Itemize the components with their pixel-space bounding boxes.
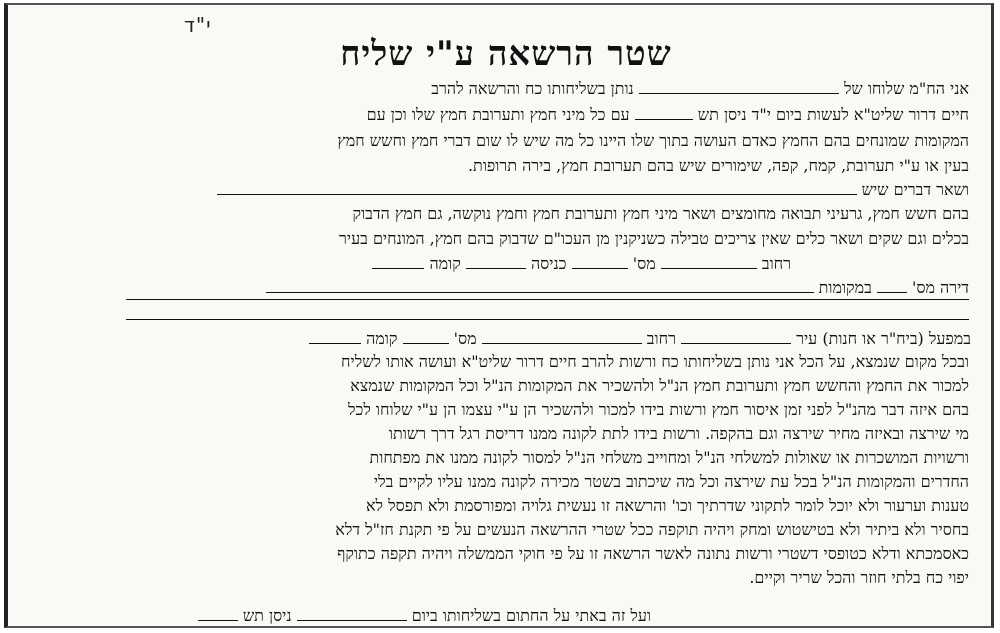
p1-l5: ושאר דברים שיש bbox=[861, 180, 969, 199]
p3-line-8: בחסיר ולא ביתיר ולא בטישטוש ומחק ויהיה תוקפה ככל שטרי ההרשאה הנעשים על פי תקנת חז"ל דלא bbox=[335, 520, 969, 539]
p1-address-line bbox=[372, 254, 791, 276]
blank-places[interactable] bbox=[266, 278, 814, 293]
label-street: רחוב bbox=[761, 254, 791, 273]
blank-entrance[interactable] bbox=[466, 254, 526, 269]
blank-line-1[interactable] bbox=[126, 299, 969, 300]
p2-label-floor: קומה bbox=[366, 329, 398, 348]
blank-p2-floor[interactable] bbox=[309, 329, 361, 344]
blank-line-2[interactable] bbox=[126, 319, 969, 320]
p3-line-7: טענות וערעור ולא יוכל לומר לתקוני שדרתיך וכו' והרשאה זו נעשית גלויה ומפורסמת ולא תפסל לא bbox=[365, 496, 969, 515]
signature-text: ועל זה באתי על החתום בשליחותו ביום bbox=[411, 606, 651, 625]
header-seal-text: י"ד bbox=[184, 13, 212, 37]
p1-line-1 bbox=[431, 79, 969, 101]
document-sheet bbox=[4, 3, 994, 628]
blank-apartment[interactable] bbox=[877, 278, 907, 293]
p1-line-7: בכלים וגם שקים ושאר כלים שאין צריכים טבילה כשניקנין מן העכו"ם שדבוק בהם חמץ, המונחים בעיר bbox=[339, 229, 969, 248]
signature-line bbox=[198, 606, 651, 628]
p1-line-4: בעין או ע"י תערובת, קמח, קפה, שימורים שיש בהם תערובת חמץ, בירה תרופות. bbox=[467, 156, 969, 175]
p3-line-6: החדרים והמקומות הנ"ל בכל עת שירצה וכל מה שיכתוב בשטר מכירה לקונה ממנו עליו לקיים בלי bbox=[373, 472, 969, 491]
label-places: במקומות bbox=[818, 278, 872, 297]
p2-label-street: רחוב bbox=[646, 329, 676, 348]
blank-year[interactable] bbox=[635, 105, 693, 120]
p1-l2b: עם כל מיני חמץ ותערובת חמץ שלו וכן עם bbox=[366, 105, 630, 124]
label-apartment: דירה מס' bbox=[911, 278, 969, 297]
label-number: מס' bbox=[632, 254, 656, 273]
p3-line-2: למכור את החמץ והחשש חמץ ותערובת חמץ הנ"ל ולהשכיר את המקומות הנ"ל וכל המקומות שנמצא bbox=[350, 376, 969, 395]
p1-line-3: המקומות שמונחים בהם החמץ כאדם העושה בתוך שלו היינו כל מה שיש לו שום דברי חמץ וחשש חמץ bbox=[337, 131, 969, 150]
document-title: שטר הרשאה ע"י שליח bbox=[340, 34, 672, 74]
p2-label-number: מס' bbox=[453, 329, 477, 348]
p2-line bbox=[309, 329, 971, 351]
blank-city[interactable] bbox=[681, 329, 791, 344]
label-floor: קומה bbox=[429, 254, 461, 273]
p1-l1a: אני הח"מ שלוחו של bbox=[843, 79, 969, 98]
p1-l1b: נותן בשליחותו כח והרשאה להרב bbox=[431, 79, 634, 98]
p1-line-6: בהם חשש חמץ, גרעיני תבואה מחומצים ושאר מיני חמץ ותערובת חמץ וחמץ נוקשה, גם חמץ הדבוק bbox=[352, 204, 969, 223]
blank-other-items[interactable] bbox=[217, 180, 857, 195]
p1-line-2 bbox=[367, 105, 969, 127]
p2-factory-label: במפעל (ביח"ר או חנות) עיר bbox=[796, 329, 971, 348]
blank-p2-number[interactable] bbox=[403, 329, 449, 344]
p3-line-5: ורשויות המושכרות או שאולות למשלחי הנ"ל ומחוייב משלחי הנ"ל למסור לקונה ממנו את מפתחות bbox=[369, 448, 969, 467]
p1-places-line bbox=[266, 278, 970, 300]
blank-street[interactable] bbox=[661, 254, 757, 269]
blank-sender-name[interactable] bbox=[639, 79, 839, 94]
blank-signature-day[interactable] bbox=[297, 606, 407, 621]
signature-month-year: ניסן תש bbox=[242, 606, 292, 625]
blank-number[interactable] bbox=[572, 254, 628, 269]
p1-l2a: חיים דרור שליט"א לעשות ביום י"ד ניסן תש bbox=[697, 105, 969, 124]
p3-line-1: ובכל מקום שנמצא, על הכל אני נותן בשליחותו כח ורשות להרב חיים דרור שליט"א ועושה אותו לשליח bbox=[341, 352, 969, 371]
p3-line-3: בהם איזה דבר מהנ"ל לפני זמן איסור חמץ ורשות בידו למכור ולהשכיר הן ע"י עצמו הן ע"י שלוחו לכל bbox=[348, 400, 969, 419]
blank-p2-street[interactable] bbox=[482, 329, 642, 344]
p3-line-9: כאסמכתא ודלא כטופסי דשטרי ורשות נתונה לאשר הרשאה זו על פי חוקי הממשלה ויהיה תקפה כתוקף bbox=[337, 544, 969, 563]
p3-line-10: יפוי כח בלתי חוזר והכל שריר וקיים. bbox=[749, 568, 969, 587]
blank-floor[interactable] bbox=[372, 254, 424, 269]
blank-signature-year[interactable] bbox=[198, 606, 238, 621]
p3-line-4: מי שירצה ובאיזה מחיר שירצה וגם בהקפה. ורשות בידו לתת לקונה ממנו דריסת רגל דרך רשותו bbox=[388, 424, 969, 443]
p1-line-5 bbox=[217, 180, 969, 202]
label-entrance: כניסה bbox=[530, 254, 567, 273]
